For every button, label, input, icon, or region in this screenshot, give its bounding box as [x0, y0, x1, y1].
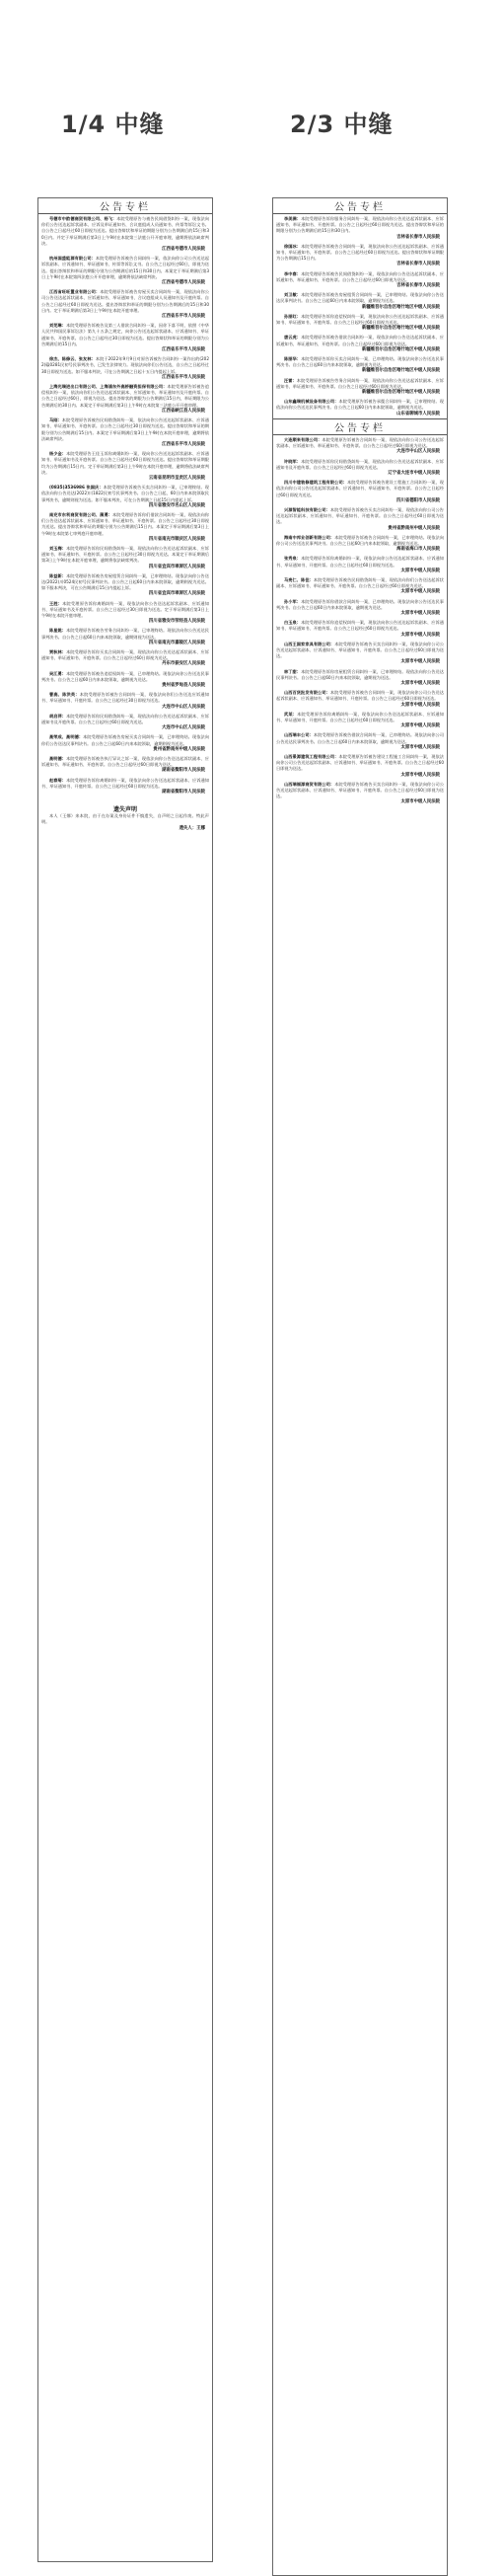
notice-addressee: 四川中建装修建筑工程有限公司： — [284, 480, 347, 486]
court-signature: 吉林省长春市人民法院 — [396, 234, 440, 240]
notice-body: 本院受理原告诉被告买卖合同纠纷一案，现依法向你公司公告送达起诉状副本、应诉通知书、举证通知书、开庭传票。自公告之日起经过60日即视为送达。 — [276, 641, 444, 659]
court-signature: 太原市中级人民法院 — [400, 744, 440, 750]
notice-addressee: 马亮仁、陈佳： — [284, 576, 314, 582]
notice-body: 本院受理原告诉被告借款合同纠纷一案，现依法向你公告送达起诉状副本、应诉通知书、举证通知书、开庭传票。自公告之日起经过60日即视为送达。 — [276, 335, 444, 346]
court-signature: 太原市中级人民法院 — [400, 772, 440, 778]
notice-text — [41, 671, 209, 683]
court-signature: 贵州省罗甸县人民法院 — [162, 683, 205, 689]
notice-text — [41, 778, 209, 790]
court-notice — [273, 533, 447, 555]
notice-text — [276, 754, 444, 773]
court-signature: 丹东市振安区人民法院 — [162, 661, 205, 667]
court-signature: 大连市中山区人民法院 — [162, 725, 205, 731]
court-signature: 湖南省衡阳市人民法院 — [162, 790, 205, 796]
notice-addressee: 白玉泉： — [284, 620, 302, 626]
court-notice — [273, 290, 447, 312]
notice-addressee: 贾秋林： — [49, 649, 67, 654]
notice-text — [276, 690, 444, 702]
notice-body: 本院受理原告诉你追偿权纠纷一案，现依法向你公告送达起诉状副本、应诉通知书、举证通知书、开庭传票。自公告之日起经过60日即视为送达。 — [276, 620, 444, 632]
court-notice — [273, 710, 447, 731]
notice-body: 本院受理原告诉被告房屋买卖合同纠纷一案，已审理终结。现依法向你们公告送达民事判决书。自公告之日起60日内来本院领取，逾期则视为送达。 — [41, 734, 209, 746]
statement-body: 本人（王娜）来本院，由于在办案及身份证件不慎遗失，自声明之日起作废。特此声明。 — [41, 813, 209, 825]
court-notice — [273, 688, 447, 710]
notice-text — [41, 384, 209, 409]
notice-body: 本院受理原告诉你民间借贷纠纷一案，现依法向你公告送达起诉状副本、应诉通知书及开庭传票。自公告之日起经过60日即视为送达。 — [41, 713, 209, 725]
court-signature: 海南省海口市人民法院 — [396, 547, 440, 553]
notice-text — [276, 782, 444, 800]
notice-text — [41, 289, 209, 314]
notice-addressee: 王胜： — [49, 600, 63, 606]
court-notice — [273, 730, 447, 752]
court-signature: 太原市中级人民法院 — [400, 799, 440, 805]
column-header: 公告专栏 — [273, 198, 447, 214]
court-signature: 贵州省黔南州中级人民法院 — [153, 746, 205, 752]
notice-body: 本院受理原告诉被告及第三人借款合同纠纷一案，因你下落不明，依照《中华人民共和国民事诉讼法》第九十五条之规定，向你公告送达起诉状副本、应诉通知书、举证通知书、开庭传票。自公告之日起经过30日即视为送达。提出答辩状和举证的期限分别为公告期满后的15日内。 — [41, 323, 209, 346]
notice-text — [276, 335, 444, 346]
court-notice — [273, 554, 447, 575]
notice-addressee: 李美满： — [284, 216, 302, 221]
notice-column-left — [37, 197, 213, 2562]
notice-column-right — [272, 197, 448, 2576]
court-notice — [273, 435, 447, 457]
court-notice — [273, 333, 447, 354]
lost-statement — [38, 796, 212, 833]
notice-body: 本院受理原告诉你服务合同纠纷一案，现依法向你公告送达起诉状副本、应诉通知书、举证通知书、开庭传票。自公告之日起经过60日即视为送达。提出答辩状和举证的期限分别为公告期满后的15日和30日内。 — [276, 216, 444, 234]
notice-body: 本院受理原告诉被告买卖合同纠纷一案，已审理终结。现依法向你公告送达(2022)川1822民初号民事判决书。自公告之日起，60日内来本院领取民事判决书，逾期则视为送达。如不服本判决，可在公告期满之日起15日内提起上诉。 — [41, 485, 209, 502]
notice-addressee: 高明德： — [49, 756, 67, 762]
notice-body: 本院受理原告诉被告民间借贷纠纷一案，现依法向你们公告送达起诉状副本、应诉通知书、举证通知书、开庭传票。自公告之日起经过60日即视为送达。 — [276, 576, 444, 589]
notice-body: 本院受理原告诉被告合同纠纷一案，现依法向你公司公告送达起诉状副本、应诉通知书、举证通知书、开庭传票。自公告之日起经过60日即视为送达。 — [276, 690, 444, 702]
notice-addressee: 上海光瑞进出口有限公司、上海浦东外高桥融资担保有限公司： — [49, 384, 168, 390]
notice-body: 本院受理原告诉被告建设工程施工合同纠纷一案，现依法向你公司公告送达起诉状副本、应诉通知书、举证通知书、开庭传票。自公告之日起经过60日即视为送达。 — [276, 754, 444, 772]
notice-text — [276, 599, 444, 611]
notice-body: 本院受理原告诉你民间借贷纠纷一案，现依法向你公告送达起诉状副本、应诉通知书、举证通知书、开庭传票。自公告之日起经过30日即视为送达。本案定于举证期满后第3日上午9时在本院开庭审理，逾期将依法缺席判决。 — [41, 545, 209, 564]
notice-addressee: 张秀泉： — [284, 556, 302, 562]
notice-addressee: 山西瑞丰公司： — [284, 732, 314, 738]
notice-text — [41, 546, 209, 565]
court-notice — [38, 416, 212, 449]
notice-body: 本院受理原告诉你借款合同纠纷一案，已审理终结。现依法向你公告送达民事判决书。自公告之日起60日内来本院领取，逾期视为送达。 — [276, 598, 444, 610]
court-notice — [38, 732, 212, 754]
notice-addressee: 孙丽红： — [284, 313, 302, 319]
court-notice — [273, 397, 447, 418]
notice-body: 本院受理原告王佳玉诉你离婚纠纷一案，现向你公告送达起诉状副本、应诉通知书、举证通知书及开庭传票。自公告之日起经过60日即视为送达。提出答辩状和举证期限均为公告期满后15日内。定于举证期满后第3日上午9时在本院开庭审理，逾期将依法缺席判决。 — [41, 451, 209, 475]
notice-addressee: 武某： — [284, 711, 298, 717]
notice-text — [41, 256, 209, 280]
notice-list — [38, 214, 212, 796]
court-signature: 太原市中级人民法院 — [400, 568, 440, 573]
notice-body: 本院受理原告诉你买卖合同纠纷一案，已审理终结。现依法向你公告送达民事判决书。自公告之日起60日内来本院领取，逾期视为送达。 — [276, 356, 444, 368]
notice-list — [273, 214, 447, 418]
court-signature: 四川省南充市顺庆区人民法院 — [148, 536, 205, 542]
notice-text — [41, 512, 209, 537]
court-notice — [273, 478, 447, 505]
court-notice — [38, 776, 212, 797]
court-notice — [273, 618, 447, 640]
notice-text — [276, 556, 444, 568]
court-notice — [273, 505, 447, 533]
notice-addressee: 杭州国盛能源有限公司： — [49, 256, 96, 262]
court-notice — [38, 449, 212, 483]
court-signature: 新疆维吾尔自治区喀什地区中级人民法院 — [361, 346, 440, 352]
notice-addressee: 刘玉梅： — [49, 545, 67, 551]
court-signature: 太原市中级人民法院 — [400, 723, 440, 729]
court-notice — [273, 640, 447, 667]
court-signature: 江西省号德市人民法院 — [162, 280, 205, 286]
twothirds-fold-title: 2/3 中缝 — [290, 111, 394, 138]
notice-body: 本院受理原告诉被告执行异议之诉一案，现依法向你公告送达起诉状副本、应诉通知书、举证通知书、开庭传票。自公告之日起经过60日即视为送达。 — [41, 756, 209, 768]
notice-addressee: 陈星姚： — [49, 628, 67, 634]
notice-text — [41, 216, 209, 247]
court-signature: 湖南省衡阳市人民法院 — [162, 768, 205, 774]
column-header: 公告专栏 — [38, 198, 212, 214]
statement-sign: 遗失人：王娜 — [179, 825, 205, 831]
notice-addressee: (0835)3536986 张国庆： — [49, 485, 104, 491]
notice-addressee: 徐杰、陈修云、张友林： — [49, 356, 96, 362]
notice-body: 本院受理原告诉你离婚纠纷一案，现依法向你公告送达起诉状副本、应诉通知书、举证通知书及开庭传票。自公告之日起经过30日即视为送达。定于举证期满后第3日上午9时在本院开庭审理。 — [41, 600, 209, 618]
court-signature: 新疆维吾尔自治区喀什地区中级人民法院 — [361, 326, 440, 332]
notice-body: 本院受理原告诉被告合同纠纷一案，依法向你公司公告送达起诉状副本、应诉通知书、举证通知书、传票等诉讼文书。自公告之日起经过60日，即视为送达。提出答辩状和举证的期限分别为公告期满后的15日和30日内。本案定于举证期满后第3日上午9时在本院第四法庭公开开庭审理，逾期将依法缺席判决。 — [41, 256, 209, 279]
notice-text — [276, 669, 444, 681]
notice-addressee: 南充市东利商贸有限公司、蒲勇： — [49, 511, 112, 517]
notice-text — [41, 649, 209, 661]
notice-body: 本院受理原告诉被告房屋租赁合同纠纷一案，已审理终结。现依法向你公告送达(2022)川0524民初号民事判决书。自公告之日起60日内来本院领取，逾期则视为送达。如不服本判决，可在公告期满后15日内提起上诉。 — [41, 572, 209, 591]
notice-text — [41, 714, 209, 725]
notice-addressee: 赵春菊： — [49, 777, 67, 783]
notice-text — [41, 601, 209, 620]
notice-text — [41, 734, 209, 746]
notice-addressee: 孙小军： — [284, 598, 302, 604]
court-signature: 贵州省黔南州中级人民法院 — [388, 525, 440, 531]
court-notice — [38, 321, 212, 354]
notice-text — [41, 485, 209, 503]
notice-addressee: 曹高、陈洪英： — [49, 692, 80, 698]
court-signature: 江西省乐平市人民法院 — [162, 347, 205, 353]
notice-addressee: 号德市中韵德商贸有限公司、杨飞： — [49, 216, 117, 221]
notice-body: 本院受理原告诉被告买卖合同纠纷一案，现依法向你公司公告送达起诉状副本、应诉通知书、举证通知书、开庭传票。自公告之日起经过60日即视为送达。 — [276, 781, 444, 799]
notice-body: 本院受理原告诉你离婚纠纷一案，现依法向你公告送达起诉状副本、应诉通知书、举证通知书、开庭传票。自公告之日起经过60日即视为送达。 — [276, 556, 444, 568]
court-signature: 江西省乐平市人民法院 — [162, 374, 205, 380]
court-notice — [273, 575, 447, 597]
notice-addressee: 陈丽华： — [284, 356, 302, 362]
court-signature: 新疆维吾尔自治区喀什地区中级人民法院 — [361, 390, 440, 396]
court-notice — [38, 544, 212, 571]
notice-body: 本院受理原告诉被告合同纠纷一案，已审理终结。现依法向你公司公告送达民事判决书。自公告之日起60日内来本院领取，逾期视为送达。 — [276, 534, 444, 546]
notice-text — [41, 417, 209, 442]
notice-addressee: 唐云虎： — [284, 335, 302, 341]
court-notice — [38, 669, 212, 691]
court-signature: 太原市中级人民法院 — [400, 659, 440, 665]
notice-addressee: 陈益新： — [49, 572, 67, 578]
court-notice — [273, 269, 447, 291]
notice-text — [276, 507, 444, 526]
court-signature: 吉林省长春市人民法院 — [396, 262, 440, 267]
notice-text — [41, 451, 209, 476]
notice-text — [276, 712, 444, 723]
notice-addressee: 大连顺来有限公司： — [284, 436, 323, 442]
notice-body: 本院受理原告诉你们借款合同纠纷一案，现依法向你们公告送达起诉状副本、应诉通知书、举证通知书、开庭传票。自公告之日起经过30日即视为送达。提出答辩状和举证的期限分别为公告期满后15日内。本案定于举证期满后第3日上午9时在本院第七审判庭开庭审理。 — [41, 511, 209, 536]
court-signature: 云南省昆明市呈贡区人民法院 — [148, 475, 205, 481]
notice-body: 本院受理原告诉你追偿权纠纷一案，现依法向你公告送达起诉状副本、应诉通知书、举证通知书、开庭传票。自公告之日起经过60日即视为送达。 — [276, 313, 444, 326]
court-signature: 大连市中山区人民法院 — [162, 704, 205, 710]
court-notice — [38, 287, 212, 321]
notice-addressee: 马刚： — [49, 417, 62, 423]
notice-body: 本院受理原告诉你买卖合同纠纷一案，现依法向你公告送达起诉状副本、应诉通知书、举证通知书、开庭传票。自公告之日起经过60日即视为送达。 — [41, 649, 209, 661]
notice-text — [276, 459, 444, 471]
court-notice — [38, 254, 212, 287]
notice-addressee: 海南中邦业创新有限公司： — [284, 534, 335, 540]
court-notice — [273, 752, 447, 780]
notice-addressee: 兴源智能科技有限公司： — [284, 506, 330, 512]
court-notice — [38, 571, 212, 599]
court-notice — [38, 214, 212, 254]
court-signature: 太原市中级人民法院 — [400, 610, 440, 616]
notice-addressee: 吴江勇： — [49, 670, 67, 676]
notice-addressee: 李中春： — [284, 270, 302, 276]
court-notice — [38, 510, 212, 544]
notice-body: 本院受理原告与被告民间借贷纠纷一案，现依法向你们公告送达起诉状副本、应诉及举证通知书、合议庭组成人员通知书、传票等诉讼文书。自公告之日起经过60日即视为送达。提出答辩状和举证的期限分别为公告期满后的15日和30日内。并定于举证期满后第3日上午9时在本院第三法庭公开开庭审理，逾期将依法缺席判决。 — [41, 216, 209, 246]
court-signature: 四川省宜宾市翠屏区人民法院 — [148, 564, 205, 569]
notice-text — [276, 620, 444, 632]
court-signature: 江西省乐平市人民法院 — [162, 441, 205, 447]
notice-addressee: 胡启萍： — [49, 713, 67, 719]
court-signature: 四川省雅安市名山区人民法院 — [148, 502, 205, 508]
notice-body: 本院受理原告诉被告承揽合同纠纷一案，已审理终结。现依法向你公告送达民事判决书。自公告之日起60日内来本院领取，逾期视为送达。 — [276, 399, 444, 411]
court-notice — [273, 214, 447, 242]
court-signature: 江西省号德市人民法院 — [162, 247, 205, 253]
notice-text — [276, 271, 444, 283]
notice-text — [276, 642, 444, 660]
notice-addressee: 山西瑞福源商贸有限公司： — [284, 781, 335, 787]
court-signature: 太原市中级人民法院 — [400, 632, 440, 638]
notice-text — [276, 292, 444, 304]
notice-text — [276, 480, 444, 498]
court-notice — [38, 382, 212, 416]
court-notice — [273, 780, 447, 807]
court-signature: 辽宁省大连市中级人民法院 — [388, 470, 440, 476]
notice-body: 本院受理原告诉你房屋租赁合同纠纷一案，已审理终结。现依法向你公告送达民事判决书。自公告之日起60日内来本院领取，逾期视为送达。 — [276, 668, 444, 680]
statement-title: 遗失声明 — [112, 806, 137, 814]
court-notice — [273, 597, 447, 619]
notice-text — [276, 732, 444, 744]
notice-body: 本院受理原告诉被告劳务合同纠纷一案，已审理终结。现依法向你公告送达民事判决书。自公告之日起60日内来本院领取，逾期则视为送达。 — [41, 628, 209, 640]
court-notice — [38, 483, 212, 510]
notice-body: 本院受理原告诉你民间借贷纠纷一案，现依法向你公告送达起诉状副本、应诉通知书及开庭传票。自公告之日起经过60日即视为送达。 — [276, 458, 444, 470]
notice-addressee: 高荣成、高明德： — [49, 734, 84, 740]
court-signature: 吉林省长春市人民法院 — [396, 283, 440, 289]
notice-body: 本院受理原告诉被告追偿权纠纷一案，依法向你们公告送达起诉状副本、应诉通知书、举证通知书及开庭传票。自公告之日起经过60日，即视为送达。提出答辩状的期限为公告期满后15日内，举证期限为公告期满后的30日内。本案定于举证期满后第3日上午9时在本院第三法庭公开开庭审理。 — [41, 384, 209, 408]
notice-addressee: 江西省旺旺置业有限公司： — [49, 289, 101, 295]
court-notice — [38, 712, 212, 733]
court-notice — [38, 599, 212, 627]
court-signature: 太原市中级人民法院 — [400, 702, 440, 708]
notice-addressee: 山西百货批发有限公司： — [284, 690, 330, 696]
notice-body: 本院受理原告诉被告民间借贷纠纷一案，现依法向你公告送达起诉状副本、应诉通知书、举证通知书、开庭传票。自公告之日起经过60日即视为送达。 — [276, 270, 444, 282]
court-signature: 大连市中山区人民法院 — [396, 449, 440, 455]
court-signature: 山东省聊城市人民法院 — [396, 411, 440, 417]
notice-body: 本院受理原告诉你离婚纠纷一案，现依法向你公告送达起诉状副本、应诉通知书、举证通知书、开庭传票。自公告之日起经过60日即视为送达。 — [41, 777, 209, 789]
court-signature: 四川省德阳市人民法院 — [396, 497, 440, 503]
court-notice — [273, 242, 447, 269]
notice-text — [41, 356, 209, 375]
court-notice — [273, 457, 447, 479]
notice-text — [276, 535, 444, 547]
court-notice — [273, 376, 447, 398]
court-notice — [38, 647, 212, 669]
notice-body: 本院受理原告诉被告追偿权纠纷一案，已审理终结。现依法向你公告送达民事判决书。自公告之日起60日内来本院领取，逾期视为送达。 — [41, 670, 209, 682]
notice-addressee: 山西王国家家具有限公司： — [284, 641, 335, 646]
notice-text — [41, 323, 209, 347]
notice-text — [41, 628, 209, 640]
notice-body: 本院受理原告诉你离婚纠纷一案，现依法向你公告送达起诉状副本、应诉通知书、举证通知书、开庭传票。自公告之日起经过60日即视为送达。 — [276, 711, 444, 723]
notice-addressee: 山东鑫瑞机械设备有限公司： — [284, 399, 339, 405]
notice-addressee: 杨少金： — [49, 451, 67, 457]
notice-addressee: 山西景源建筑工程有限公司： — [284, 754, 339, 760]
notice-addressee: 许晓军： — [284, 458, 302, 464]
notice-text — [276, 356, 444, 368]
court-signature: 四川省雅安市荥经县人民法院 — [148, 619, 205, 625]
court-signature: 江西省乐平市人民法院 — [162, 314, 205, 320]
notice-text — [41, 756, 209, 768]
notice-text — [276, 437, 444, 449]
notice-text — [276, 399, 444, 411]
notice-addressee: 刘卫敏： — [284, 292, 302, 298]
court-signature: 太原市中级人民法院 — [400, 589, 440, 595]
notice-addressee: 刘芜琳： — [49, 323, 67, 329]
notice-body: 本院于2022年9月9日对原告诉被告合同纠纷一案作出的(2022)赣0281民初号民事判决书，已发生法律效力。现依法向你们公告送达，自公告之日起经过30日即视为送达。如不服本判决，可在公告期满之日起十五日内提起上诉。 — [41, 356, 209, 374]
court-notice — [273, 312, 447, 334]
court-notice — [273, 354, 447, 376]
court-signature: 四川省宜宾市翠屏区人民法院 — [148, 591, 205, 597]
notice-body: 本院受理原告诉被告民间借贷纠纷一案，依法向你公告送达起诉状副本、应诉通知书、举证通知书、开庭传票。自公告之日起经过30日即视为送达。提出答辩状和举证的期限分别为公告期满后15日内。本案定于举证期满后第3日上午9时在本院开庭审理，逾期将依法缺席判决。 — [41, 417, 209, 441]
notice-body: 本院受理原告诉被告劳务合同纠纷一案，现依法向你公告送达起诉状副本、应诉通知书、举证通知书、开庭传票。自公告之日起经过60日即视为送达。 — [276, 377, 444, 389]
notice-body: 本院受理原告诉被告合同纠纷一案，现依法向你公告送达起诉状副本、应诉通知书、举证通知书、开庭传票。自公告之日起经过60日即视为送达。提出答辩状和举证期限为公告期满后15日内。 — [276, 243, 444, 262]
notice-body: 本院受理原告诉被告合同纠纷一案，现依法向你们公告送达应诉通知书、举证通知书、开庭传票。自公告之日起经过30日即视为送达。 — [41, 692, 209, 704]
notice-body: 本院受理原告诉被告建设工程施工合同纠纷一案，现依法向你公司公告送达起诉状副本、应诉通知书、举证通知书、开庭传票。自公告之日起经过60日即视为送达。 — [276, 480, 444, 497]
notice-addressee: 林丁甜： — [284, 668, 302, 674]
court-notice — [38, 690, 212, 712]
notice-text — [41, 573, 209, 592]
notice-body: 本院受理原告诉被告房屋买卖合同纠纷一案，现依法向你公司公告送达起诉状副本、应诉通知书、举证通知书、合议庭组成人员通知书及开庭传票。自公告之日起经过60日即视为送达。提出答辩状和举证的期限分别为公告期满后的15日和30日内。定于举证期满后第3日上午9时在本院开庭审理。 — [41, 289, 209, 313]
court-signature: 太原市中级人民法院 — [400, 681, 440, 686]
notice-text — [276, 314, 444, 326]
notice-list — [273, 435, 447, 807]
court-notice — [38, 626, 212, 647]
notice-text — [276, 378, 444, 390]
notice-addressee: 汪雷： — [284, 377, 297, 383]
court-notice — [38, 354, 212, 382]
notice-addressee: 徐国冰： — [284, 243, 302, 249]
column-header-mid: 公告专栏 — [273, 418, 447, 435]
notice-text — [41, 692, 209, 704]
notice-text — [276, 577, 444, 589]
court-signature: 四川省南充市嘉陵区人民法院 — [148, 640, 205, 645]
quarter-fold-title: 1/4 中缝 — [61, 111, 165, 138]
notice-body: 本院受理原告诉被告合同纠纷一案，现依法向你公司公告送达起诉状副本、应诉通知书、举证通知书、开庭传票。自公告之日起经过60日即视为送达。 — [276, 436, 444, 449]
notice-body: 本院受理原告诉被告买卖合同纠纷一案，现依法向你公司公告送达起诉状副本、应诉通知书、举证通知书、开庭传票。自公告之日起经过60日即视为送达。 — [276, 506, 444, 525]
notice-text — [276, 244, 444, 263]
court-signature: 江西省峡江县人民法院 — [162, 408, 205, 414]
court-notice — [38, 754, 212, 776]
court-signature: 新疆维吾尔自治区喀什地区中级人民法院 — [361, 304, 440, 310]
notice-text — [276, 216, 444, 235]
notice-body: 本院受理原告诉被告借款合同纠纷一案，已审理终结。现依法向你公司公告送达民事判决书。自公告之日起60日内来本院领取，逾期视为送达。 — [276, 732, 444, 744]
court-signature: 新疆维吾尔自治区喀什地区中级人民法院 — [361, 368, 440, 374]
court-notice — [273, 667, 447, 689]
notice-body: 本院受理原告诉被告房屋租赁合同纠纷一案，已审理终结。现依法向你公告送达民事判决书。自公告之日起60日内来本院领取，逾期视为送达。 — [276, 292, 444, 304]
